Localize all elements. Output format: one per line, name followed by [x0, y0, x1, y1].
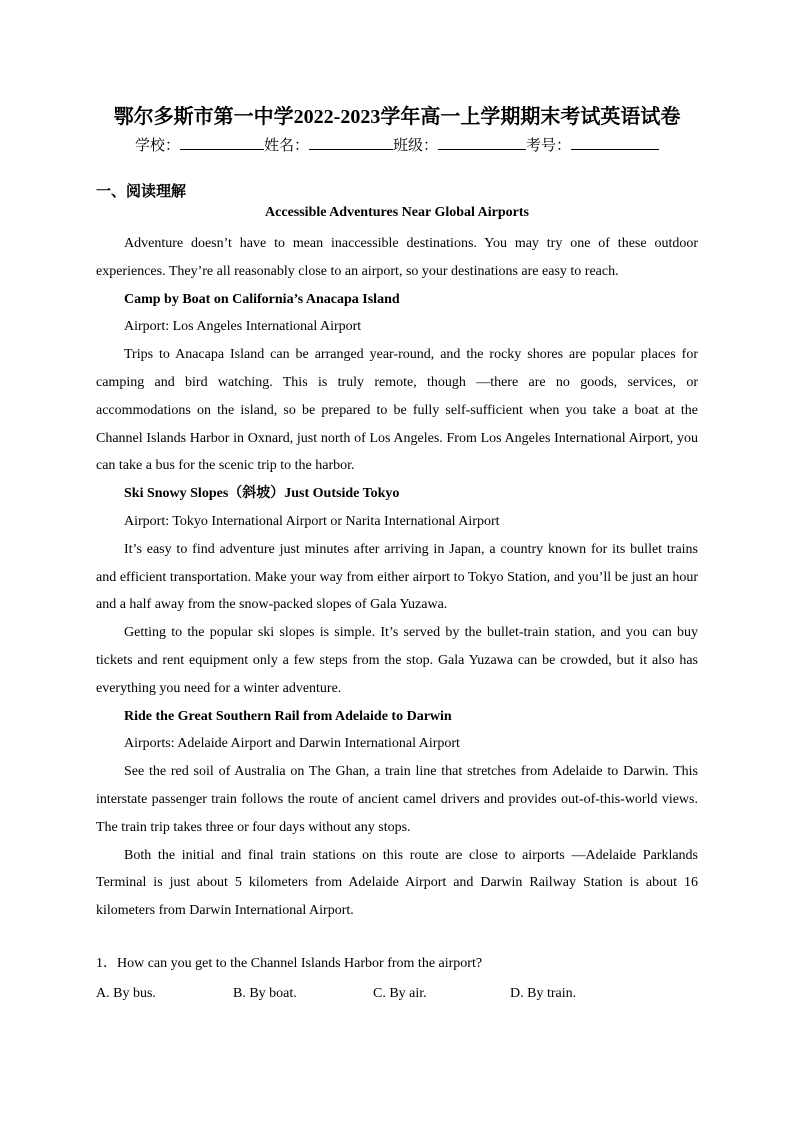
exam-number-blank[interactable]	[571, 135, 659, 150]
rail-body-1: See the red soil of Australia on The Ghan, a train line that stretches from Adelaide to Darwin. This interstate passenger train follows the route of ancient camel drivers and provides out-of-this-world views. The train trip takes three or four days without any stops.	[96, 764, 698, 835]
exam-number-label: 考号：	[526, 138, 572, 154]
option-a[interactable]: A. By bus.	[96, 986, 156, 1001]
option-c[interactable]: C. By air.	[373, 986, 427, 1001]
option-b[interactable]: B. By boat.	[233, 986, 297, 1001]
anacapa-airport: Airport: Los Angeles International Airport	[124, 319, 362, 335]
question-1-stem: 1．How can you get to the Channel Islands Harbor from the airport?	[96, 956, 483, 971]
rail-heading: Ride the Great Southern Rail from Adelaide to Darwin	[124, 708, 452, 724]
class-blank[interactable]	[438, 135, 526, 150]
passage-title: Accessible Adventures Near Global Airports	[265, 205, 529, 220]
tokyo-heading: Ski Snowy Slopes（斜坡）Just Outside Tokyo	[124, 486, 400, 502]
section-heading-reading: 一、阅读理解	[96, 184, 187, 200]
name-label: 姓名：	[263, 138, 309, 154]
option-d[interactable]: D. By train.	[510, 986, 577, 1001]
student-info-line	[0, 134, 794, 155]
class-label: 班级：	[393, 138, 439, 154]
name-blank[interactable]	[309, 135, 393, 150]
tokyo-body-2: Getting to the popular ski slopes is simple. It’s served by the bullet-train station, and you can buy tickets and rent equipment only a few steps from the stop. Gala Yuzawa can be crowded, but it also has everything you need for a winter adventure.	[96, 625, 698, 696]
passage-intro: Adventure doesn’t have to mean inaccessible destinations. You may try one of these outdoor experiences. They’re all reasonably close to an airport, so your destinations are easy to reach.	[96, 236, 698, 279]
exam-title: 鄂尔多斯市第一中学2022-2023学年高一上学期期末考试英语试卷	[113, 106, 681, 128]
tokyo-body-1: It’s easy to find adventure just minutes after arriving in Japan, a country known for its bullet trains and efficient transportation. Make your way from either airport to Tokyo Station, and you’ll be just an hour and a half away from the snow-packed slopes of Gala Yuzawa.	[96, 541, 698, 613]
school-label: 学校：	[134, 138, 180, 154]
rail-airport: Airports: Adelaide Airport and Darwin International Airport	[124, 736, 460, 752]
passage-body	[96, 230, 698, 925]
tokyo-airport: Airport: Tokyo International Airport or Narita International Airport	[124, 513, 500, 529]
anacapa-body: Trips to Anacapa Island can be arranged year-round, and the rocky shores are popular places for camping and bird watching. This is truly remote, though —there are no goods, services, or accommodations on the island, so be prepared to be fully self-sufficient when you take a boat at the Channel Islands Harbor in Oxnard, just north of Los Angeles. From Los Angeles International Airport, you can take a bus for the scenic trip to the harbor.	[96, 347, 698, 474]
anacapa-heading: Camp by Boat on California’s Anacapa Island	[124, 291, 400, 307]
rail-body-2: Both the initial and final train stations on this route are close to airports —Adelaide Parklands Terminal is just about 5 kilometers from Adelaide Airport and Darwin Railway Station is about 16 kilometers from Darwin International Airport.	[96, 847, 698, 919]
school-blank[interactable]	[180, 135, 264, 150]
